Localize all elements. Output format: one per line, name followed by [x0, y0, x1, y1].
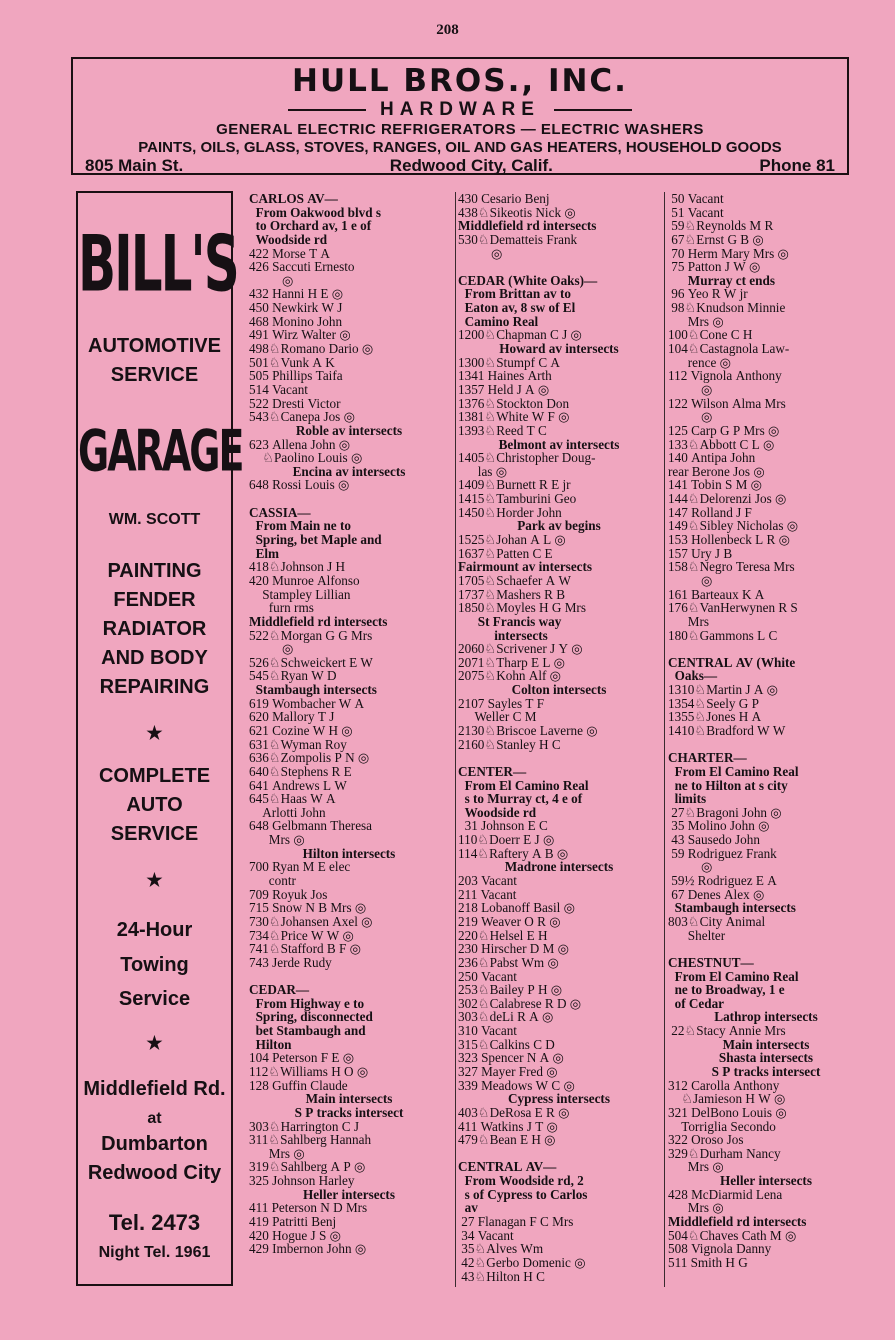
directory-entry: 140 Antipa John [668, 450, 756, 466]
directory-entry: 70 Herm Mary Mrs ◎ [668, 245, 790, 261]
directory-entry: 1355♘Jones H A [668, 709, 762, 725]
directory-heading: Belmont av intersects [498, 436, 620, 452]
directory-heading: From Oakwood blvd s [249, 204, 382, 220]
directory-entry: 1705♘Schaefer A W [458, 572, 571, 588]
star-icon: ★ [146, 1033, 163, 1053]
directory-entry: 218 Lobanoff Basil ◎ [458, 900, 576, 916]
star-icon: ★ [146, 870, 163, 890]
directory-entry: 35♘Alves Wm [458, 1241, 544, 1257]
directory-heading: Hilton intersects [302, 845, 396, 861]
ad-complete-3: SERVICE [110, 823, 199, 845]
directory-heading: Fairmount av intersects [458, 559, 593, 575]
directory-entry: 303♘Harrington C J [249, 1118, 359, 1134]
directory-entry: 530♘Dematteis Frank [458, 231, 578, 247]
directory-entry: Mrs ◎ [668, 1200, 724, 1216]
ad-automotive: AUTOMOTIVE [88, 335, 221, 357]
directory-entry: ♘Paolino Louis ◎ [249, 450, 363, 466]
directory-heading: Cypress intersects [508, 1091, 610, 1107]
directory-entry: 619 Wombacher W A [249, 695, 365, 711]
directory-heading: From Highway e to [249, 995, 365, 1011]
column-divider [455, 192, 456, 1287]
directory-heading: Howard av intersects [499, 341, 619, 357]
directory-entry: 620 Mallory T J [249, 709, 335, 725]
directory-entry: 161 Barteaux K A [668, 586, 765, 602]
directory-entry: 1381♘White W F ◎ [458, 409, 570, 425]
directory-entry: 1300♘Stumpf C A [458, 354, 560, 370]
directory-entry: 176♘VanHerwynen R S [668, 600, 798, 616]
directory-heading: CARLOS AV— [249, 191, 338, 206]
directory-entry: 51 Vacant [668, 204, 724, 220]
directory-heading: CEDAR— [249, 982, 310, 998]
directory-entry: 468 Monino John [249, 313, 343, 329]
directory-entry: 311♘Sahlberg Hannah [249, 1132, 372, 1148]
directory-entry: 211 Vacant [458, 886, 517, 902]
directory-entry: 715 Snow N B Mrs ◎ [249, 900, 367, 916]
directory-entry: 34 Vacant [458, 1227, 514, 1243]
directory-heading: CHARTER— [668, 750, 747, 766]
directory-heading: From Brittan av to [458, 286, 571, 302]
directory-heading: Madrone intersects [504, 859, 614, 875]
directory-heading: Main intersects [722, 1036, 810, 1052]
directory-heading: From Main ne to [249, 518, 351, 534]
directory-heading: St Francis way [458, 613, 562, 629]
directory-entry: 149♘Sibley Nicholas ◎ [668, 518, 799, 534]
ad-location-3: Dumbarton [101, 1133, 208, 1155]
directory-entry: 422 Morse T A [249, 245, 330, 261]
ad-service-3: RADIATOR [102, 618, 207, 640]
directory-heading: CASSIA— [249, 504, 311, 520]
directory-entry: 1737♘Mashers R B [458, 586, 566, 602]
directory-entry [668, 942, 864, 956]
contact-line [85, 156, 835, 176]
directory-heading: Heller intersects [720, 1173, 812, 1189]
directory-entry: 27♘Bragoni John ◎ [668, 804, 782, 820]
directory-entry: ◎ [668, 859, 713, 875]
directory-heading: CEDAR (White Oaks)— [458, 272, 598, 288]
directory-heading: ne to Broadway, 1 e [668, 982, 785, 998]
products-line-1: GENERAL ELECTRIC REFRIGERATORS — ELECTRIC WASHERS [216, 121, 704, 138]
ad-service: SERVICE [110, 364, 199, 386]
directory-entry: 491 Wirz Walter ◎ [249, 327, 351, 343]
directory-entry: 545♘Ryan W D [249, 668, 337, 684]
directory-entry: 112♘Williams H O ◎ [249, 1064, 369, 1079]
directory-entry: 438♘Sikeotis Nick ◎ [458, 204, 576, 220]
directory-entry: 302♘Calabrese R D ◎ [458, 995, 582, 1011]
directory-entry: 220♘Helsel E H [458, 927, 548, 943]
directory-entry: 648 Rossi Louis ◎ [249, 477, 350, 493]
directory-entry: 2160♘Stanley H C [458, 736, 561, 752]
directory-entry: 479♘Bean E H ◎ [458, 1132, 556, 1148]
directory-entry: 325 Johnson Harley [249, 1173, 355, 1189]
directory-entry: 339 Meadows W C ◎ [458, 1077, 575, 1093]
directory-entry: 709 Royuk Jos [249, 886, 328, 902]
directory-entry: ◎ [249, 272, 294, 288]
directory-entry: 2060♘Scrivener J Y ◎ [458, 641, 583, 657]
hardware-advertisement [71, 57, 849, 175]
ad-garage: GARAGE [78, 418, 243, 484]
directory-column-2 [458, 192, 660, 1283]
directory-entry: 411 Peterson N D Mrs [249, 1200, 368, 1216]
directory-heading: Woodside rd [249, 231, 328, 247]
column-divider [664, 192, 665, 1287]
ad-towing-2: Towing [120, 954, 189, 976]
directory-entry: 128 Guffin Claude [249, 1077, 348, 1093]
directory-entry: 323 Spencer N A ◎ [458, 1050, 564, 1066]
directory-entry: 2075♘Kohn Alf ◎ [458, 668, 562, 684]
directory-entry: 419 Patritti Benj [249, 1214, 337, 1230]
directory-entry: Mrs [668, 613, 710, 629]
directory-entry: 219 Weaver O R ◎ [458, 913, 561, 929]
directory-heading: Stambaugh intersects [249, 682, 377, 698]
directory-heading: From El Camino Real [458, 777, 589, 793]
directory-entry: 1410♘Bradford W W [668, 722, 786, 738]
directory-entry: 125 Carp G P Mrs ◎ [668, 422, 780, 438]
ad-location-4: Redwood City [87, 1162, 222, 1184]
directory-entry: Stampley Lillian [249, 586, 351, 602]
directory-entry: furn rms [249, 600, 314, 616]
ad-service-1: PAINTING [107, 560, 202, 582]
directory-entry: 432 Hanni H E ◎ [249, 286, 344, 302]
directory-entry: 504♘Chaves Cath M ◎ [668, 1227, 797, 1243]
directory-entry [458, 1147, 660, 1161]
directory-heading: ne to Hilton at s city [668, 777, 788, 793]
directory-entry: 59½ Rodriguez E A [668, 873, 777, 889]
directory-heading: Woodside rd [458, 804, 537, 820]
directory-heading: Main intersects [305, 1091, 393, 1107]
directory-heading: Murray ct ends [668, 272, 775, 288]
directory-entry: 1525♘Johan A L ◎ [458, 532, 566, 548]
page-number: 208 [436, 22, 459, 38]
directory-heading: Colton intersects [511, 682, 607, 698]
directory-heading: Lathrop intersects [714, 1009, 818, 1025]
directory-entry: 1409♘Burnett R E jr [458, 477, 571, 493]
directory-column-3 [668, 192, 864, 1270]
directory-entry: 43 Sausedo John [668, 832, 760, 848]
directory-entry: 312 Carolla Anthony [668, 1077, 780, 1093]
left-rule [288, 109, 366, 111]
directory-entry: 236♘Pabst Wm ◎ [458, 954, 559, 970]
directory-heading: Shasta intersects [718, 1050, 814, 1066]
directory-heading: Hilton [249, 1036, 292, 1052]
directory-heading: From El Camino Real [668, 968, 799, 984]
ad-owner: WM. SCOTT [108, 511, 201, 528]
directory-heading: S P tracks intersect [711, 1064, 821, 1079]
ad-location-1: Middlefield Rd. [83, 1078, 226, 1100]
directory-entry: Mrs ◎ [668, 313, 724, 329]
directory-entry: 327 Mayer Fred ◎ [458, 1064, 558, 1079]
directory-heading: Heller intersects [303, 1186, 395, 1202]
directory-entry: 104 Peterson F E ◎ [249, 1050, 355, 1066]
ad-service-4: AND BODY [101, 647, 208, 669]
directory-entry: 153 Hollenbeck L R ◎ [668, 532, 791, 548]
directory-entry: 450 Newkirk W J [249, 300, 343, 316]
directory-entry: las ◎ [458, 463, 508, 479]
address: 805 Main St. [85, 156, 184, 175]
directory-entry: 501♘Vunk A K [249, 354, 335, 370]
ad-night-telephone: Night Tel. 1961 [98, 1244, 211, 1261]
directory-heading: S P tracks intersect [294, 1104, 404, 1120]
category-line [73, 99, 847, 121]
ad-location-2: at [147, 1110, 162, 1127]
directory-heading: Spring, bet Maple and [249, 532, 382, 548]
directory-entry: Mrs ◎ [249, 1145, 305, 1161]
directory-entry: 623 Allena John ◎ [249, 436, 351, 452]
ad-complete-1: COMPLETE [98, 765, 211, 787]
directory-entry: ◎ [668, 409, 713, 425]
category: HARDWARE [380, 99, 540, 120]
directory-entry: 1415♘Tamburini Geo [458, 491, 577, 507]
directory-entry: 1450♘Horder John [458, 504, 562, 520]
directory-entry: 43♘Hilton H C [458, 1268, 545, 1284]
directory-entry: 743 Jerde Rudy [249, 954, 332, 970]
directory-heading: s of Cypress to Carlos [458, 1186, 588, 1202]
directory-entry: 411 Watkins J T ◎ [458, 1118, 559, 1134]
directory-entry: 418♘Johnson J H [249, 559, 346, 575]
directory-entry: 734♘Price W W ◎ [249, 927, 354, 943]
directory-entry [249, 492, 449, 506]
directory-heading: to Orchard av, 1 e of [249, 218, 372, 234]
directory-heading: CENTRAL AV (White [668, 654, 796, 670]
directory-entry: 1637♘Patten C E [458, 545, 553, 561]
directory-heading: Stambaugh intersects [668, 900, 796, 916]
directory-entry: 420 Hogue J S ◎ [249, 1227, 342, 1243]
directory-heading: Middlefield rd intersects [249, 613, 388, 629]
directory-entry: 645♘Haas W A [249, 791, 336, 807]
directory-entry: 648 Gelbmann Theresa [249, 818, 373, 834]
directory-entry [249, 970, 449, 984]
directory-entry: ♘Jamieson H W ◎ [668, 1091, 786, 1107]
directory-entry: 59♘Reynolds M R [668, 218, 774, 234]
ad-towing-3: Service [118, 988, 191, 1010]
ad-title: BILL'S [78, 219, 238, 309]
directory-entry [668, 738, 864, 752]
directory-entry: 303♘deLi R A ◎ [458, 1009, 554, 1025]
directory-entry: 250 Vacant [458, 968, 517, 984]
directory-entry: ◎ [458, 245, 503, 261]
directory-entry: 526♘Schweickert E W [249, 654, 373, 670]
directory-entry: 110♘Doerr E J ◎ [458, 832, 555, 848]
directory-entry: 730♘Johansen Axel ◎ [249, 913, 373, 929]
ad-telephone: Tel. 2473 [108, 1210, 201, 1235]
ad-service-2: FENDER [113, 589, 196, 611]
directory-heading: bet Stambaugh and [249, 1023, 366, 1039]
directory-entry: 203 Vacant [458, 873, 517, 889]
right-rule [554, 109, 632, 111]
directory-entry: 1405♘Christopher Doug- [458, 450, 596, 466]
directory-entry: ◎ [249, 641, 294, 657]
directory-heading: Oaks— [668, 668, 718, 684]
phone: Phone 81 [759, 156, 835, 175]
directory-heading: intersects [458, 627, 548, 643]
directory-entry: 112 Vignola Anthony [668, 368, 782, 384]
directory-entry: 543♘Canepa Jos ◎ [249, 409, 356, 425]
directory-entry: 741♘Stafford B F ◎ [249, 941, 362, 957]
star-icon: ★ [146, 723, 163, 743]
directory-entry: Mrs ◎ [249, 832, 305, 848]
directory-entry: 319♘Sahlberg A P ◎ [249, 1159, 366, 1175]
directory-heading: limits [668, 791, 707, 807]
directory-entry: 1354♘Seely G P [668, 695, 759, 711]
directory-entry: 2107 Sayles T F [458, 695, 545, 711]
directory-entry [458, 260, 660, 274]
directory-entry: 522♘Morgan G G Mrs [249, 627, 373, 643]
directory-entry: 253♘Bailey P H ◎ [458, 982, 563, 998]
directory-entry: 59 Rodriguez Frank [668, 845, 777, 861]
city: Redwood City, Calif. [389, 156, 553, 175]
directory-entry: 114♘Raftery A B ◎ [458, 845, 569, 861]
directory-heading: Middlefield rd intersects [458, 218, 597, 234]
directory-entry: 1310♘Martin J A ◎ [668, 682, 779, 698]
directory-entry: 508 Vignola Danny [668, 1241, 772, 1257]
directory-entry: 133♘Abbott C L ◎ [668, 436, 775, 452]
directory-entry: 1376♘Stockton Don [458, 395, 570, 411]
directory-entry: 310 Vacant [458, 1023, 517, 1039]
directory-entry: 641 Andrews L W [249, 777, 347, 793]
directory-entry: 522 Dresti Victor [249, 395, 341, 411]
directory-entry: rear Berone Jos ◎ [668, 463, 765, 479]
directory-entry: 1393♘Reed T C [458, 422, 547, 438]
ad-complete-2: AUTO [126, 794, 183, 816]
garage-advertisement [76, 191, 243, 1286]
directory-entry: rence ◎ [668, 354, 732, 370]
directory-heading: Elm [249, 545, 280, 561]
directory-entry: 631♘Wyman Roy [249, 736, 347, 752]
directory-entry: 426 Saccuti Ernesto [249, 259, 355, 275]
directory-entry: 420 Munroe Alfonso [249, 572, 360, 588]
directory-entry: 31 Johnson E C [458, 818, 548, 834]
directory-entry: 96 Yeo R W jr [668, 286, 748, 302]
ad-towing-1: 24-Hour [116, 919, 193, 941]
directory-entry: 803♘City Animal [668, 913, 766, 929]
directory-entry: 98♘Knudson Minnie [668, 300, 786, 316]
directory-entry: 511 Smith H G [668, 1254, 748, 1270]
directory-entry: 430 Cesario Benj [458, 191, 550, 206]
directory-entry: 1200♘Chapman C J ◎ [458, 327, 583, 343]
directory-entry [458, 751, 660, 765]
directory-entry: ◎ [668, 572, 713, 588]
directory-entry: 1357 Held J A ◎ [458, 381, 550, 397]
directory-entry: 636♘Zompolis P N ◎ [249, 750, 370, 766]
products-line-2: PAINTS, OILS, GLASS, STOVES, RANGES, OIL AND GAS HEATERS, HOUSEHOLD GOODS [138, 139, 782, 156]
directory-entry: 315♘Calkins C D [458, 1036, 555, 1052]
directory-entry: 50 Vacant [668, 191, 724, 206]
directory-column-1 [249, 192, 449, 1256]
directory-heading: From Woodside rd, 2 [458, 1173, 584, 1189]
directory-entry: Torriglia Secondo [668, 1118, 776, 1134]
directory-entry: 621 Cozine W H ◎ [249, 722, 353, 738]
directory-entry: 498♘Romano Dario ◎ [249, 341, 374, 357]
directory-heading: Eaton av, 8 sw of El [458, 300, 576, 316]
directory-entry: 157 Ury J B [668, 545, 733, 561]
directory-heading: s to Murray ct, 4 e of [458, 791, 583, 807]
directory-entry: 67 Denes Alex ◎ [668, 886, 765, 902]
directory-entry: Weller C M [458, 709, 537, 725]
directory-heading: Encina av intersects [292, 463, 406, 479]
directory-entry: 640♘Stephens R E [249, 763, 352, 779]
directory-entry: 1341 Haines Arth [458, 368, 552, 384]
directory-entry: Mrs ◎ [668, 1159, 724, 1175]
directory-heading: Spring, disconnected [249, 1009, 373, 1025]
directory-entry: 144♘Delorenzi Jos ◎ [668, 491, 787, 507]
directory-heading: CENTRAL AV— [458, 1159, 557, 1175]
directory-heading: Park av begins [517, 518, 601, 534]
directory-entry: 22♘Stacy Annie Mrs [668, 1023, 786, 1039]
directory-entry: 27 Flanagan F C Mrs [458, 1214, 574, 1230]
directory-entry: 322 Oroso Jos [668, 1132, 744, 1148]
directory-entry: 700 Ryan M E elec [249, 859, 351, 875]
directory-entry: 2130♘Briscoe Laverne ◎ [458, 722, 598, 738]
directory-entry: 2071♘Tharp E L ◎ [458, 654, 566, 670]
directory-heading: av [458, 1200, 478, 1216]
directory-entry: 329♘Durham Nancy [668, 1145, 781, 1161]
directory-heading: of Cedar [668, 995, 725, 1011]
directory-entry: 141 Tobin S M ◎ [668, 477, 763, 493]
directory-heading: Roble av intersects [295, 422, 403, 438]
directory-entry: 428 McDiarmid Lena [668, 1186, 783, 1202]
directory-entry: contr [249, 873, 296, 889]
directory-entry: 75 Patton J W ◎ [668, 259, 761, 275]
directory-entry: 100♘Cone C H [668, 327, 753, 343]
directory-entry: 42♘Gerbo Domenic ◎ [458, 1254, 586, 1270]
directory-entry [668, 642, 864, 656]
directory-heading: Middlefield rd intersects [668, 1214, 807, 1230]
directory-entry: 403♘DeRosa E R ◎ [458, 1104, 570, 1120]
directory-heading: Camino Real [458, 313, 539, 329]
directory-heading: From El Camino Real [668, 763, 799, 779]
directory-heading: CENTER— [458, 763, 527, 779]
directory-entry: Shelter [668, 927, 726, 943]
directory-entry: 122 Wilson Alma Mrs [668, 395, 786, 411]
directory-entry: 158♘Negro Teresa Mrs [668, 559, 795, 575]
directory-entry: 505 Phillips Taifa [249, 368, 343, 384]
directory-entry: Arlotti John [249, 804, 326, 820]
directory-heading: CHESTNUT— [668, 954, 754, 970]
directory-entry: 67♘Ernst G B ◎ [668, 231, 764, 247]
directory-entry: 147 Rolland J F [668, 504, 752, 520]
directory-entry: 35 Molino John ◎ [668, 818, 770, 834]
directory-entry: 321 DelBono Louis ◎ [668, 1104, 787, 1120]
directory-entry: 104♘Castagnola Law- [668, 341, 790, 357]
ad-service-5: REPAIRING [99, 676, 210, 698]
company-name: HULL BROS., INC. [292, 63, 628, 99]
directory-entry: 429 Imbernon John ◎ [249, 1241, 367, 1257]
directory-entry: 1850♘Moyles H G Mrs [458, 600, 586, 616]
directory-entry: 514 Vacant [249, 381, 308, 397]
directory-entry: 230 Hirscher D M ◎ [458, 941, 570, 957]
directory-entry: 180♘Gammons L C [668, 627, 778, 643]
directory-entry: ◎ [668, 381, 713, 397]
